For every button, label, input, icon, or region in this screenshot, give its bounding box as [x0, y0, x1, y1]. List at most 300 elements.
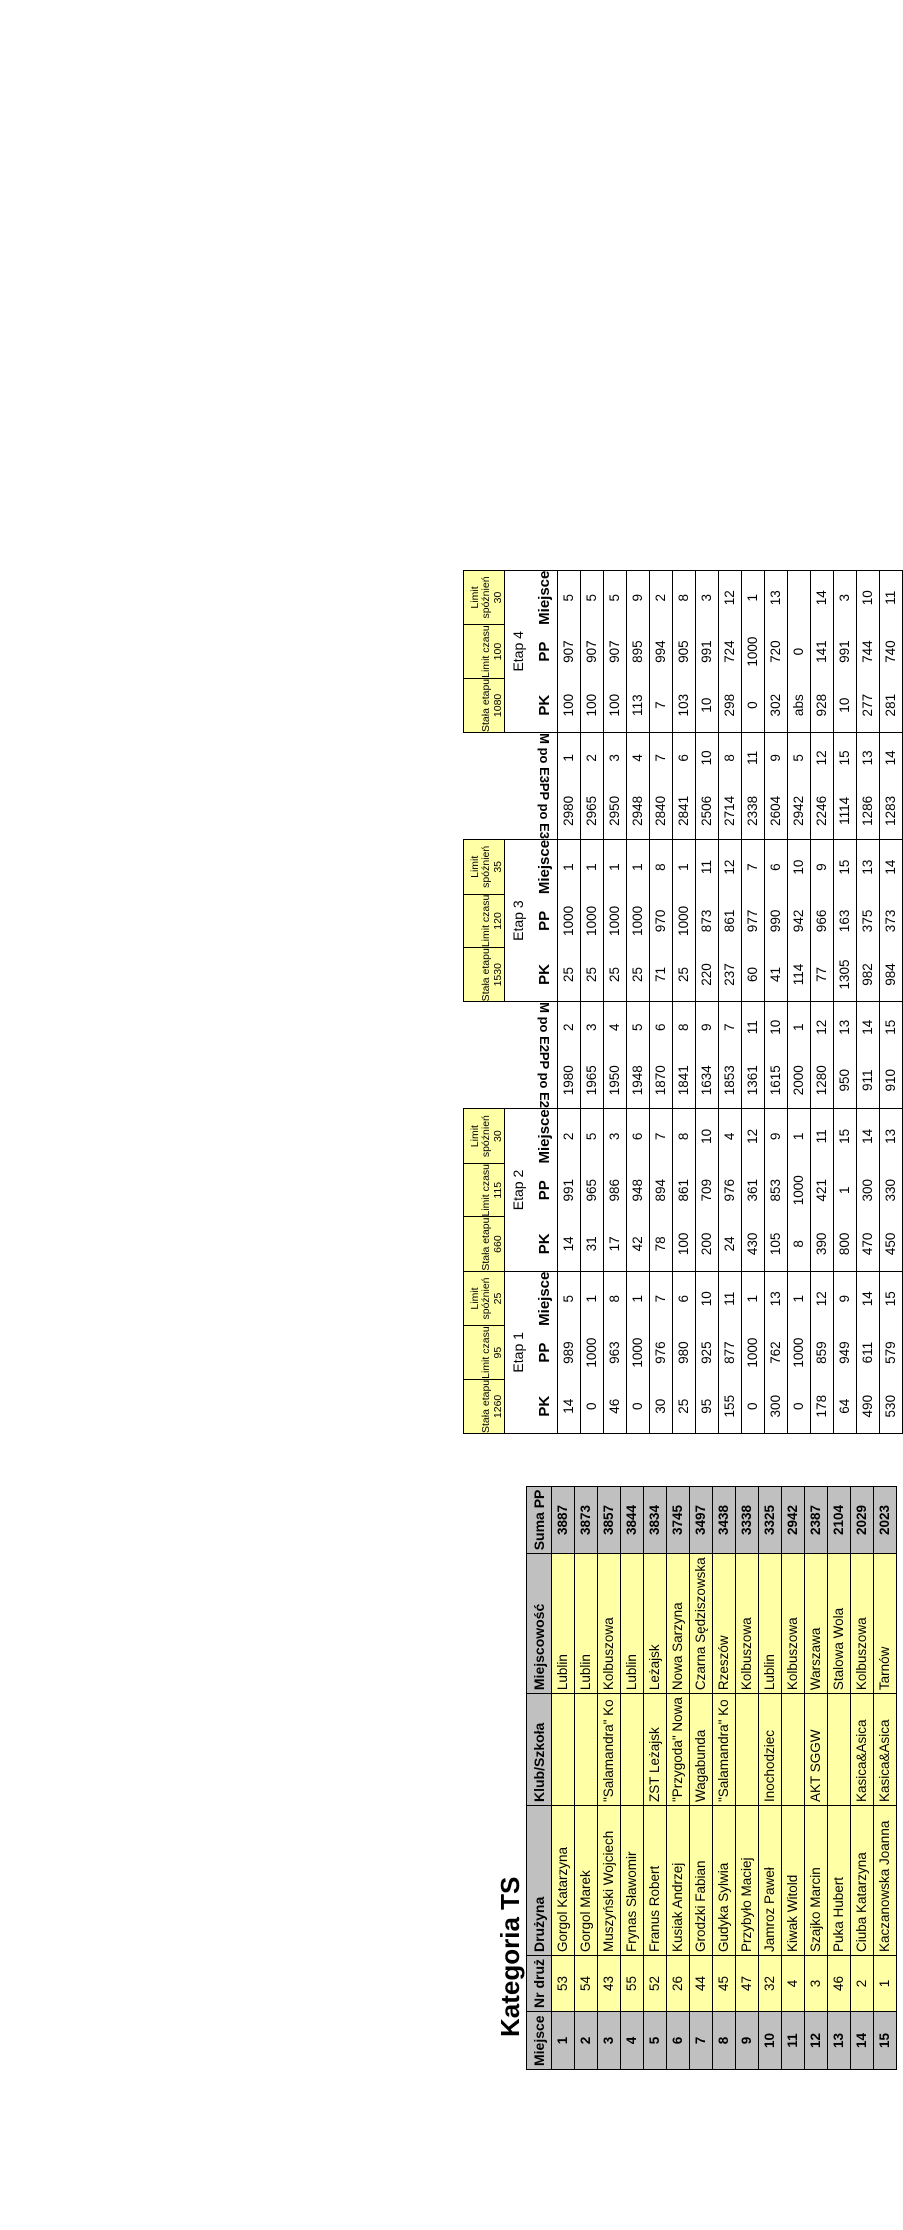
place-cell: 13 — [765, 570, 788, 625]
m-after-e2-cell: 2 — [558, 1002, 581, 1052]
pp-cell: 421 — [811, 1163, 834, 1217]
stage-constant-label: Stała etapu — [464, 948, 493, 1002]
stage-constant-value: 660 — [492, 1217, 505, 1271]
place-cell: 15 — [880, 1271, 903, 1326]
m-after-e2-cell: 8 — [673, 1002, 696, 1052]
place-cell: 7 — [690, 2012, 713, 2070]
pk-cell: 0 — [742, 1379, 765, 1433]
pk-cell: 100 — [673, 1217, 696, 1271]
col-header-pp: PP — [531, 1326, 558, 1380]
place-cell: 14 — [857, 1271, 880, 1326]
m-after-e2-cell: 13 — [834, 1002, 857, 1052]
table-row — [759, 1486, 782, 2069]
pp-cell: 1000 — [673, 894, 696, 948]
club-cell: AKT SGGW — [805, 1694, 828, 1806]
pp-after-e3-cell: 1114 — [834, 783, 857, 840]
place-cell: 15 — [834, 1109, 857, 1164]
pk-cell: 103 — [673, 678, 696, 732]
table-row — [552, 1486, 575, 2069]
m-after-e3-cell: 1 — [558, 732, 581, 782]
sum-pp-cell: 3844 — [621, 1486, 644, 1554]
m-after-e2-cell: 3 — [581, 1002, 604, 1052]
club-cell: "Salamandra" Ko — [598, 1694, 621, 1806]
place-cell: 5 — [581, 570, 604, 625]
place-cell: 12 — [742, 1109, 765, 1164]
table-row — [558, 570, 581, 1433]
pk-cell: 200 — [696, 1217, 719, 1271]
place-cell: 10 — [696, 1109, 719, 1164]
m-after-e2-cell: 4 — [604, 1002, 627, 1052]
time-limit-value: 95 — [492, 1326, 505, 1380]
late-limit-label-line1: Limit — [468, 1125, 481, 1148]
place-cell: 11 — [782, 2012, 805, 2070]
table-row — [713, 1486, 736, 2069]
col-header-miejsce: Miejsce — [531, 1109, 558, 1164]
place-cell: 1 — [788, 1109, 811, 1164]
table-row — [575, 1486, 598, 2069]
pk-cell: 300 — [765, 1379, 788, 1433]
pk-cell: 42 — [627, 1217, 650, 1271]
table-row — [805, 1486, 828, 2069]
pp-after-e2-cell: 1615 — [765, 1052, 788, 1109]
pk-cell: 0 — [581, 1379, 604, 1433]
table-row — [765, 570, 788, 1433]
pk-cell: 113 — [627, 678, 650, 732]
table-row — [598, 1486, 621, 2069]
pk-cell: 281 — [880, 678, 903, 732]
sum-pp-cell: 2029 — [851, 1486, 874, 1554]
place-cell: 3 — [696, 570, 719, 625]
club-cell: Kasica&Asica — [874, 1694, 897, 1806]
city-cell: Warszawa — [805, 1554, 828, 1694]
m-after-e3-cell: 10 — [696, 732, 719, 782]
pp-cell: 989 — [558, 1326, 581, 1380]
pk-cell: 0 — [742, 678, 765, 732]
club-cell: Wagabunda — [690, 1694, 713, 1806]
table-row — [627, 570, 650, 1433]
club-cell: "Salamandra" Ko — [713, 1694, 736, 1806]
place-cell: 1 — [673, 839, 696, 894]
place-cell: 1 — [742, 1271, 765, 1326]
sum-pp-cell: 3325 — [759, 1486, 782, 1554]
time-limit-value: 115 — [492, 1163, 505, 1217]
team-name-cell: Kaczanowska Joanna — [874, 1806, 897, 1956]
place-cell: 8 — [673, 570, 696, 625]
pk-cell: 30 — [650, 1379, 673, 1433]
m-after-e3-cell: 12 — [811, 732, 834, 782]
table-row — [851, 1486, 874, 2069]
stage-name-row — [505, 570, 532, 1433]
team-name-cell: Frynas Sławomir — [621, 1806, 644, 1956]
place-cell: 10 — [696, 1271, 719, 1326]
sum-pp-cell: 3497 — [690, 1486, 713, 1554]
empty-cell — [464, 1002, 493, 1052]
team-name-cell: Puka Hubert — [828, 1806, 851, 1956]
sum-pp-cell: 3834 — [644, 1486, 667, 1554]
pp-cell: 963 — [604, 1326, 627, 1380]
pp-cell: 895 — [627, 625, 650, 679]
stage-subheader-row — [531, 570, 558, 1433]
pk-cell: 928 — [811, 678, 834, 732]
pp-cell: 877 — [719, 1326, 742, 1380]
city-cell: Stalowa Wola — [828, 1554, 851, 1694]
pp-after-e2-cell: 1841 — [673, 1052, 696, 1109]
club-cell: Kasica&Asica — [851, 1694, 874, 1806]
team-number-cell: 46 — [828, 1956, 851, 2012]
place-cell: 7 — [742, 839, 765, 894]
header-row — [527, 1486, 552, 2069]
team-number-cell: 54 — [575, 1956, 598, 2012]
empty-cell — [492, 1002, 505, 1052]
pk-cell: 100 — [558, 678, 581, 732]
place-cell: 13 — [828, 2012, 851, 2070]
late-limit-label-line2: spóźnień — [479, 845, 492, 888]
pk-cell: 470 — [857, 1217, 880, 1271]
club-cell: "Przygoda" Nowa — [667, 1694, 690, 1806]
club-cell — [621, 1694, 644, 1806]
place-cell: 2 — [650, 570, 673, 625]
team-name-cell: Gudyka Sylwia — [713, 1806, 736, 1956]
col-header-pp: PP — [531, 894, 558, 948]
col-header-m-after-text: M po E2 — [536, 1002, 552, 1053]
sum-pp-cell: 3745 — [667, 1486, 690, 1554]
team-number-cell: 55 — [621, 1956, 644, 2012]
city-cell: Kolbuszowa — [782, 1554, 805, 1694]
place-cell: 1 — [604, 839, 627, 894]
city-cell: Rzeszów — [713, 1554, 736, 1694]
pp-after-e2-cell: 911 — [857, 1052, 880, 1109]
time-limit-value: 100 — [492, 625, 505, 679]
pp-cell: 994 — [650, 625, 673, 679]
place-cell: 14 — [811, 570, 834, 625]
team-number-cell: 1 — [874, 1956, 897, 2012]
pp-after-e2-cell: 950 — [834, 1052, 857, 1109]
pk-cell: 800 — [834, 1217, 857, 1271]
col-header-pp-after — [531, 1052, 558, 1109]
team-number-cell: 26 — [667, 1956, 690, 2012]
stage-constant-value: 1080 — [492, 678, 505, 732]
m-after-e3-cell: 4 — [627, 732, 650, 782]
place-cell: 10 — [788, 839, 811, 894]
m-after-e2-cell: 11 — [742, 1002, 765, 1052]
place-cell: 5 — [558, 570, 581, 625]
stage-name: Etap 4 — [505, 570, 532, 732]
pk-cell: 95 — [696, 1379, 719, 1433]
pk-cell: 530 — [880, 1379, 903, 1433]
club-cell — [736, 1694, 759, 1806]
pp-cell: 1000 — [627, 894, 650, 948]
team-number-cell: 45 — [713, 1956, 736, 2012]
pp-cell: 970 — [650, 894, 673, 948]
pp-cell: 965 — [581, 1163, 604, 1217]
late-limit-value: 35 — [492, 839, 505, 894]
city-cell: Lublin — [575, 1554, 598, 1694]
col-header-pk: PK — [531, 1379, 558, 1433]
m-after-e3-cell: 3 — [604, 732, 627, 782]
place-cell: 11 — [880, 570, 903, 625]
pp-after-e3-cell: 2965 — [581, 783, 604, 840]
pp-cell: 740 — [880, 625, 903, 679]
pp-after-e3-cell: 1283 — [880, 783, 903, 840]
pp-after-e3-cell: 2714 — [719, 783, 742, 840]
place-cell: 4 — [719, 1109, 742, 1164]
city-cell: Lublin — [621, 1554, 644, 1694]
late-limit-label-line1: Limit — [468, 1287, 481, 1310]
team-number-cell: 43 — [598, 1956, 621, 2012]
place-cell: 6 — [673, 1271, 696, 1326]
table-row — [621, 1486, 644, 2069]
pp-after-e3-cell: 2980 — [558, 783, 581, 840]
pk-cell: 24 — [719, 1217, 742, 1271]
pp-after-e2-cell: 1280 — [811, 1052, 834, 1109]
table-row — [811, 570, 834, 1433]
pk-cell: 17 — [604, 1217, 627, 1271]
stage-constant-value: 1260 — [492, 1379, 505, 1433]
place-cell: 5 — [558, 1271, 581, 1326]
place-cell: 15 — [874, 2012, 897, 2070]
team-name-cell: Ciuba Katarzyna — [851, 1806, 874, 1956]
team-name-cell: Gorgol Katarzyna — [552, 1806, 575, 1956]
place-cell: 13 — [765, 1271, 788, 1326]
empty-cell — [464, 1052, 493, 1109]
team-number-cell: 32 — [759, 1956, 782, 2012]
m-after-e2-cell: 5 — [627, 1002, 650, 1052]
time-limit-label: Limit czasu — [464, 1163, 493, 1217]
place-cell: 15 — [834, 839, 857, 894]
pp-cell: 1000 — [788, 1163, 811, 1217]
pk-cell: 7 — [650, 678, 673, 732]
place-cell: 12 — [719, 570, 742, 625]
place-cell: 4 — [621, 2012, 644, 2070]
pp-cell: 611 — [857, 1326, 880, 1380]
pp-cell: 373 — [880, 894, 903, 948]
pk-cell: 71 — [650, 948, 673, 1002]
pp-after-e2-cell: 1870 — [650, 1052, 673, 1109]
pp-cell: 977 — [742, 894, 765, 948]
place-cell: 8 — [650, 839, 673, 894]
pp-cell: 1 — [834, 1163, 857, 1217]
club-cell — [828, 1694, 851, 1806]
pp-cell: 942 — [788, 894, 811, 948]
pp-after-e3-cell: 2338 — [742, 783, 765, 840]
col-header-nr: Nr druż — [527, 1956, 552, 2012]
pp-cell: 990 — [765, 894, 788, 948]
city-cell: Kolbuszowa — [598, 1554, 621, 1694]
pk-cell: 60 — [742, 948, 765, 1002]
team-name-cell: Muszyński Wojciech — [598, 1806, 621, 1956]
place-cell: 13 — [857, 839, 880, 894]
pk-cell: 77 — [811, 948, 834, 1002]
col-header-miejsce: Miejsce — [531, 570, 558, 625]
results-table-left — [526, 1486, 897, 2070]
place-cell: 5 — [581, 1109, 604, 1164]
table-row — [690, 1486, 713, 2069]
sum-pp-cell: 3857 — [598, 1486, 621, 1554]
pp-cell: 976 — [719, 1163, 742, 1217]
table-row — [736, 1486, 759, 2069]
col-header-pp-after-text: PP po E2 — [536, 1052, 552, 1109]
team-name-cell: Jamroz Paweł — [759, 1806, 782, 1956]
pp-cell: 907 — [558, 625, 581, 679]
place-cell: 1 — [552, 2012, 575, 2070]
pp-cell: 1000 — [558, 894, 581, 948]
empty-cell — [492, 1052, 505, 1109]
pp-after-e2-cell: 1361 — [742, 1052, 765, 1109]
table-row — [667, 1486, 690, 2069]
place-cell: 14 — [880, 839, 903, 894]
city-cell: Leżajsk — [644, 1554, 667, 1694]
col-header-miejsce: Miejsce — [531, 1271, 558, 1326]
pp-cell: 853 — [765, 1163, 788, 1217]
late-limit-label — [464, 1271, 493, 1326]
place-cell: 12 — [719, 839, 742, 894]
place-cell: 2 — [558, 1109, 581, 1164]
late-limit-value: 30 — [492, 1109, 505, 1164]
team-number-cell: 53 — [552, 1956, 575, 2012]
pk-cell: 450 — [880, 1217, 903, 1271]
place-cell: 10 — [759, 2012, 782, 2070]
pk-cell: 14 — [558, 1379, 581, 1433]
col-header-pk: PK — [531, 1217, 558, 1271]
m-after-e3-cell: 6 — [673, 732, 696, 782]
late-limit-label — [464, 839, 493, 894]
pp-cell: 709 — [696, 1163, 719, 1217]
col-header-pp-after-text: PP po E3 — [536, 782, 552, 839]
city-cell: Lublin — [552, 1554, 575, 1694]
team-number-cell: 4 — [782, 1956, 805, 2012]
m-after-e2-cell: 15 — [880, 1002, 903, 1052]
sum-pp-cell: 3873 — [575, 1486, 598, 1554]
table-row — [834, 570, 857, 1433]
pp-cell: 724 — [719, 625, 742, 679]
place-cell: 9 — [811, 839, 834, 894]
pp-cell: 163 — [834, 894, 857, 948]
pp-after-e3-cell: 2942 — [788, 783, 811, 840]
place-cell: 1 — [788, 1271, 811, 1326]
pp-cell: 991 — [696, 625, 719, 679]
stage-constant-value: 1530 — [492, 948, 505, 1002]
m-after-e3-cell: 9 — [765, 732, 788, 782]
pk-cell: 100 — [581, 678, 604, 732]
stage-constant-label: Stała etapu — [464, 1379, 493, 1433]
table-row — [828, 1486, 851, 2069]
place-cell: 14 — [851, 2012, 874, 2070]
col-header-club: Klub/Szkoła — [527, 1694, 552, 1806]
table-row — [581, 570, 604, 1433]
pk-cell: 178 — [811, 1379, 834, 1433]
m-after-e3-cell: 7 — [650, 732, 673, 782]
config-value-row — [492, 570, 505, 1433]
pp-cell: 966 — [811, 894, 834, 948]
empty-cell — [492, 783, 505, 840]
pk-cell: 25 — [627, 948, 650, 1002]
city-cell: Tarnów — [874, 1554, 897, 1694]
empty-cell — [505, 732, 532, 782]
sum-pp-cell: 2387 — [805, 1486, 828, 1554]
empty-cell — [492, 732, 505, 782]
pp-cell: 1000 — [627, 1326, 650, 1380]
table-row — [696, 570, 719, 1433]
team-name-cell: Kiwak Witold — [782, 1806, 805, 1956]
stage-name: Etap 2 — [505, 1109, 532, 1271]
pk-cell: 220 — [696, 948, 719, 1002]
pp-cell: 1000 — [581, 894, 604, 948]
pk-cell: 10 — [834, 678, 857, 732]
place-cell: 14 — [857, 1109, 880, 1164]
place-cell: 1 — [581, 1271, 604, 1326]
stage-constant-label: Stała etapu — [464, 1217, 493, 1271]
pp-cell: 873 — [696, 894, 719, 948]
club-cell: ZST Leżajsk — [644, 1694, 667, 1806]
pp-cell: 579 — [880, 1326, 903, 1380]
place-cell: 5 — [604, 570, 627, 625]
place-cell: 11 — [696, 839, 719, 894]
club-cell — [782, 1694, 805, 1806]
table-row — [880, 570, 903, 1433]
pp-cell: 907 — [581, 625, 604, 679]
place-cell: 2 — [575, 2012, 598, 2070]
team-number-cell: 47 — [736, 1956, 759, 2012]
pp-after-e3-cell: 2506 — [696, 783, 719, 840]
pk-cell: 298 — [719, 678, 742, 732]
place-cell: 10 — [857, 570, 880, 625]
pp-cell: 1000 — [742, 625, 765, 679]
pk-cell: 0 — [627, 1379, 650, 1433]
m-after-e2-cell: 14 — [857, 1002, 880, 1052]
empty-cell — [505, 1002, 532, 1052]
m-after-e2-cell: 7 — [719, 1002, 742, 1052]
sum-pp-cell: 2942 — [782, 1486, 805, 1554]
pk-cell: 25 — [581, 948, 604, 1002]
pp-cell: 744 — [857, 625, 880, 679]
m-after-e3-cell: 13 — [857, 732, 880, 782]
table-row — [742, 570, 765, 1433]
col-header-m-after — [531, 1002, 558, 1052]
pk-cell: 46 — [604, 1379, 627, 1433]
place-cell: 12 — [805, 2012, 828, 2070]
pp-cell: 141 — [811, 625, 834, 679]
city-cell: Kolbuszowa — [851, 1554, 874, 1694]
table-row — [874, 1486, 897, 2069]
pp-cell: 1000 — [742, 1326, 765, 1380]
pp-after-e2-cell: 1634 — [696, 1052, 719, 1109]
club-cell — [552, 1694, 575, 1806]
pk-cell: 0 — [788, 1379, 811, 1433]
city-cell: Lublin — [759, 1554, 782, 1694]
m-after-e3-cell: 15 — [834, 732, 857, 782]
pk-cell: 10 — [696, 678, 719, 732]
m-after-e2-cell: 10 — [765, 1002, 788, 1052]
place-cell — [788, 570, 811, 625]
pk-cell: 64 — [834, 1379, 857, 1433]
place-cell: 7 — [650, 1271, 673, 1326]
place-cell: 9 — [834, 1271, 857, 1326]
col-header-m-after — [531, 732, 558, 782]
pk-cell: 302 — [765, 678, 788, 732]
pp-cell: 762 — [765, 1326, 788, 1380]
pp-cell: 976 — [650, 1326, 673, 1380]
results-table-stages — [463, 570, 903, 1434]
empty-cell — [505, 1052, 532, 1109]
pp-after-e3-cell: 1286 — [857, 783, 880, 840]
late-limit-label-line1: Limit — [468, 855, 481, 878]
place-cell: 11 — [811, 1109, 834, 1164]
col-header-pos: Miejsce — [527, 2012, 552, 2070]
place-cell: 1 — [627, 839, 650, 894]
pk-cell: 41 — [765, 948, 788, 1002]
team-number-cell: 3 — [805, 1956, 828, 2012]
place-cell: 3 — [604, 1109, 627, 1164]
